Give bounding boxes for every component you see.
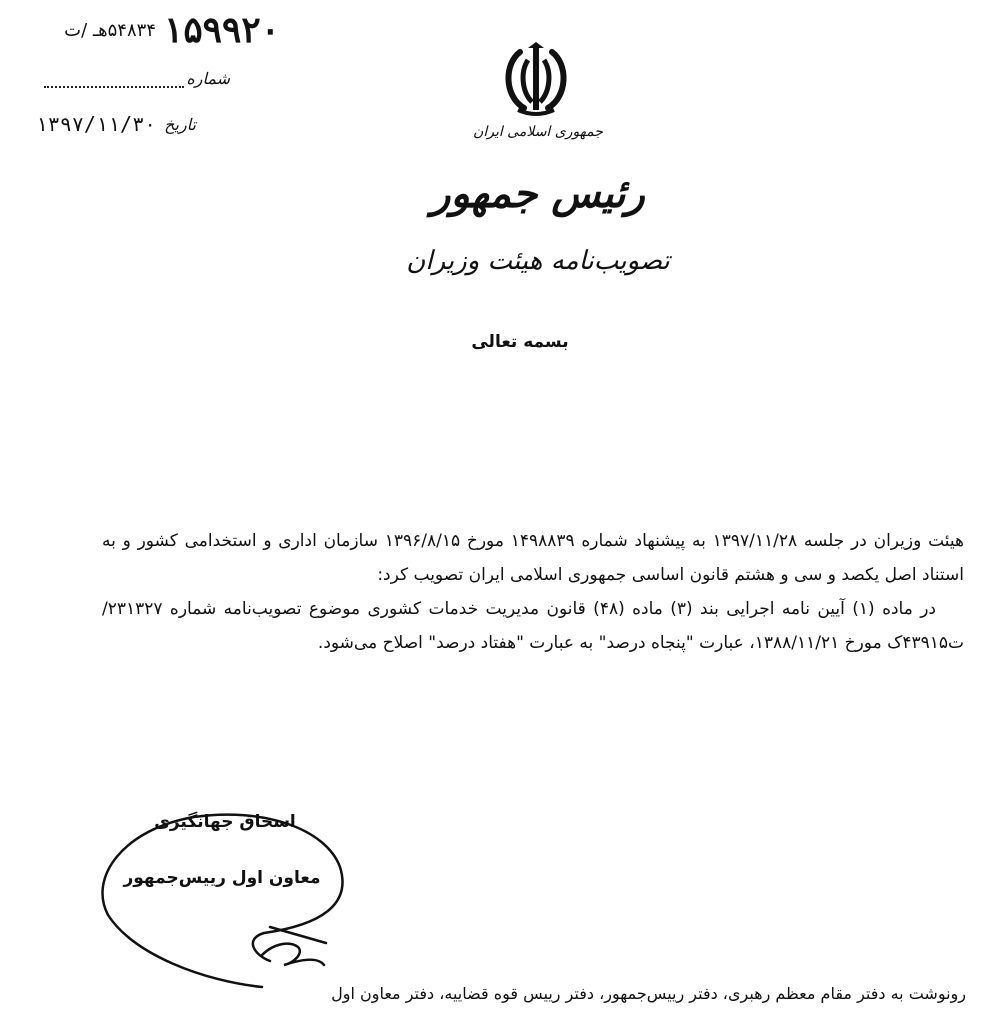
letter-number-main: ۱۵۹۹۲۰ xyxy=(163,9,280,51)
date-value: ۱۳۹۷/۱۱/۳۰ xyxy=(35,112,157,136)
invocation: بسمه تعالی xyxy=(471,332,569,352)
carbon-copy-line: رونوشت به دفتر مقام معظم رهبری، دفتر رییس‌جمهور، دفتر رییس قوه قضاییه، دفتر معاون اول xyxy=(331,984,966,1003)
date-label: تاریخ xyxy=(164,114,196,134)
date-field xyxy=(36,112,196,136)
letter-number-prefix: ۵۴۸۳۴هـ /ت xyxy=(64,19,156,41)
iran-emblem-icon xyxy=(498,42,574,118)
number-field xyxy=(44,68,230,88)
signer-title: معاون اول رییس‌جمهور xyxy=(123,868,321,888)
handwritten-signature xyxy=(94,805,354,1005)
org-decree-title: تصویب‌نامه هیئت وزیران xyxy=(406,246,670,276)
paragraph: در ماده (۱) آیین نامه اجرایی بند (۳) ماده (۴۸) قانون مدیریت خدمات کشوری موضوع تصویب‌نامه شماره ۲۳۱۳۲۷/ت۴۳۹۱۵ک مورخ ۱۳۸۸/۱۱/۲۱، عبارت "پنجاه درصد" به عبارت "هفتاد درصد" اصلاح می‌شود. xyxy=(102,599,964,653)
org-country: جمهوری اسلامی ایران xyxy=(473,124,603,140)
org-president: رئیس جمهور xyxy=(431,170,645,217)
decree-body xyxy=(102,524,964,660)
number-dotted-line xyxy=(44,68,184,88)
signer-name: اسحاق جهانگیری xyxy=(154,812,296,832)
letter-number xyxy=(64,10,280,50)
paragraph: هیئت وزیران در جلسه ۱۳۹۷/۱۱/۲۸ به پیشنهاد شماره ۱۴۹۸۸۳۹ مورخ ۱۳۹۶/۸/۱۵ سازمان اداری و استخدامی کشور و به استناد اصل یکصد و سی و هشتم قانون اساسی جمهوری اسلامی ایران تصویب کرد: xyxy=(102,531,964,585)
number-label: شماره xyxy=(186,69,230,88)
